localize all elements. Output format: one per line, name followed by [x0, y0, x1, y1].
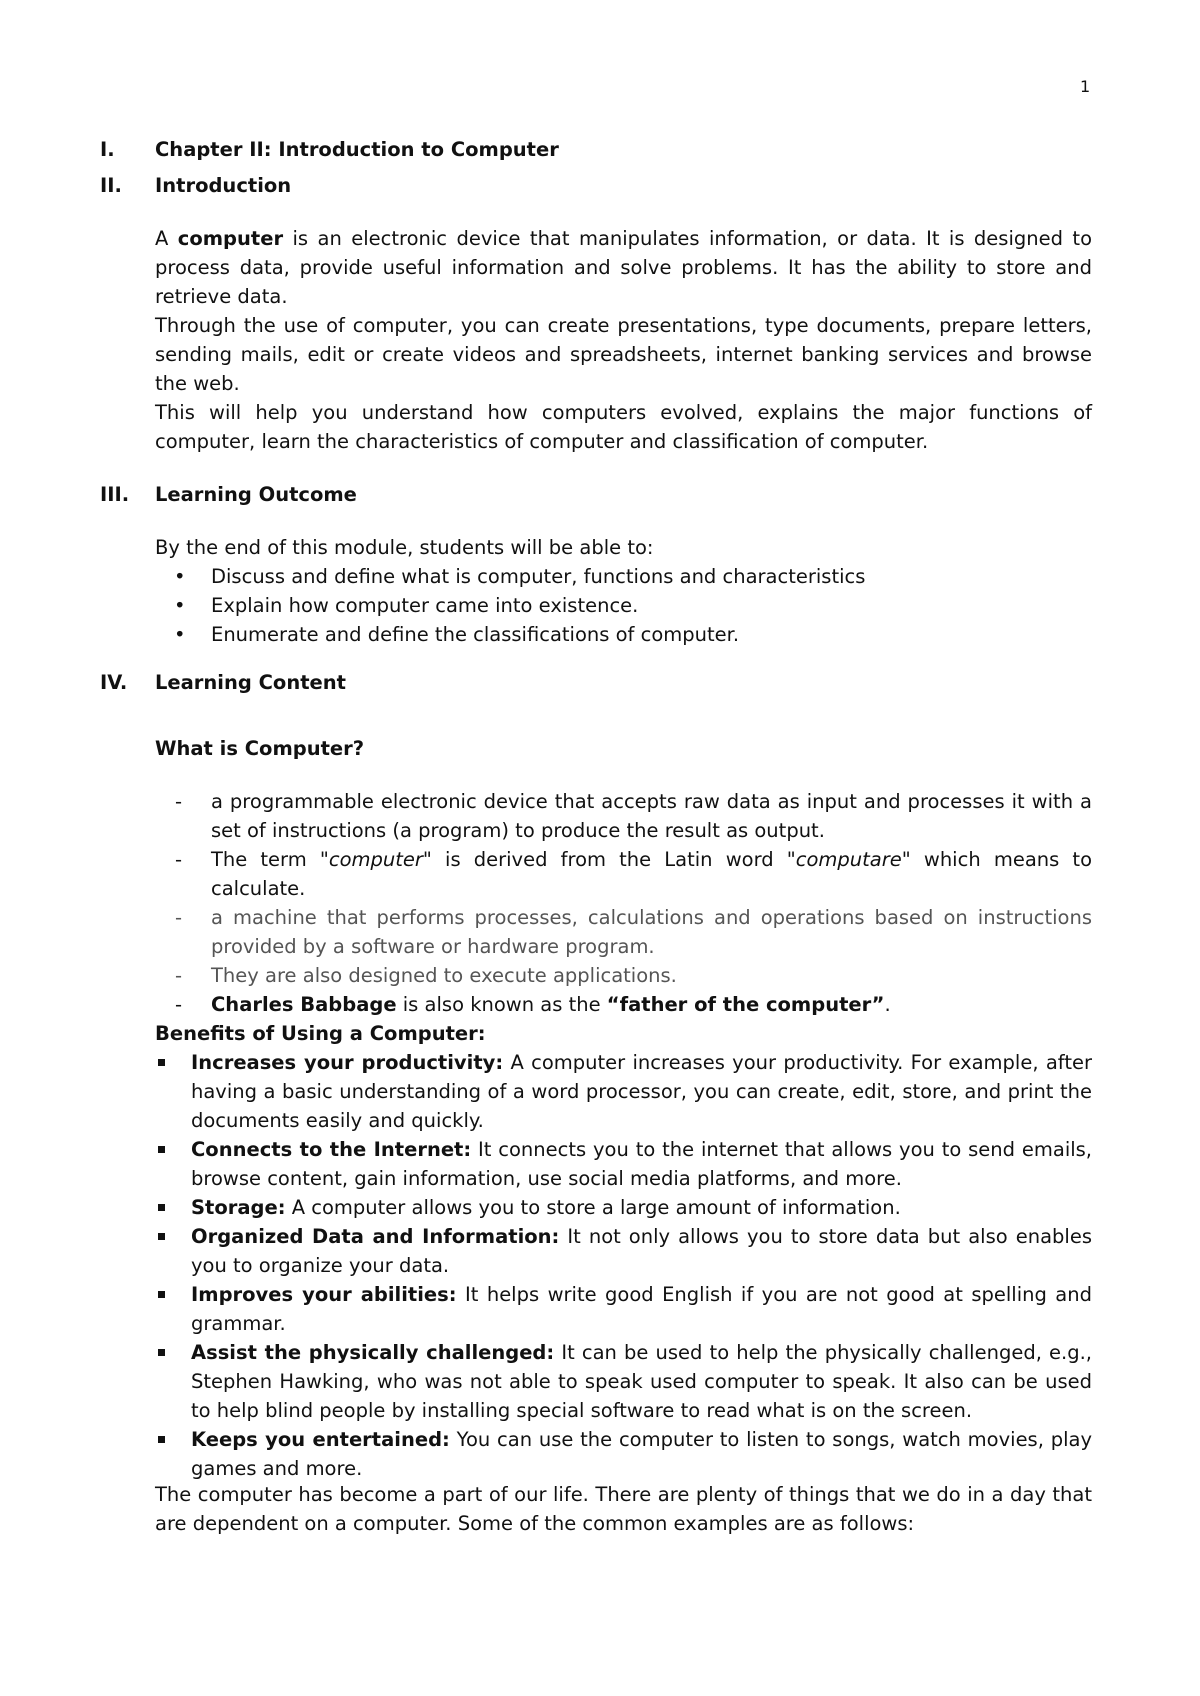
list-item: [155, 1425, 1092, 1483]
benefit-label: Organized Data and Information:: [191, 1225, 560, 1248]
list-item: [155, 990, 1092, 1019]
section-number: I.: [100, 138, 115, 161]
intro-paragraph: This will help you understand how computers evolved, explains the major functions of computer, learn the characteristics of computer and classification of computer.: [155, 401, 1092, 453]
benefit-text: It not only allows you to store data but also enables you to organize your data.: [191, 1225, 1092, 1277]
bold-name: Charles Babbage: [211, 993, 397, 1016]
list-item: - a machine that performs processes, calculations and operations based on instructions provided by a software or hardware program.: [155, 903, 1092, 961]
benefit-label: Storage:: [191, 1196, 286, 1219]
section-title: Introduction: [155, 174, 292, 197]
section-number: II.: [100, 174, 122, 197]
benefits-heading: Benefits of Using a Computer:: [155, 1022, 486, 1045]
list-item: • Enumerate and define the classifications of computer.: [155, 620, 1092, 649]
text: is also known as the: [396, 993, 607, 1016]
outcome-list: [155, 562, 1092, 649]
text: The term ": [211, 848, 329, 871]
benefit-label: Keeps you entertained:: [191, 1428, 450, 1451]
benefit-text: It can be used to help the physically challenged, e.g., Stephen Hawking, who was not able to speak used computer to speak. It also can be used to help blind people by installing special software to read what is on the screen.: [191, 1341, 1093, 1422]
benefit-label: Assist the physically challenged:: [191, 1341, 555, 1364]
introduction-body: [155, 224, 1092, 456]
list-item: [155, 1135, 1092, 1193]
section-heading-learning-content: [100, 668, 346, 697]
list-item: • Discuss and define what is computer, functions and characteristics: [155, 562, 1092, 591]
intro-text: is an electronic device that manipulates information, or data. It is designed to process data, provide useful information and solve problems. It has the ability to store and retrieve data.: [155, 227, 1093, 308]
learning-outcome-body: [155, 533, 1092, 649]
intro-paragraph: Through the use of computer, you can create presentations, type documents, prepare letters, sending mails, edit or create videos and spreadsheets, internet banking services and browse the web.: [155, 314, 1092, 395]
text: .: [884, 993, 891, 1016]
list-item: [155, 1048, 1092, 1135]
definition-list: [155, 787, 1092, 1019]
list-item: [155, 1222, 1092, 1280]
section-heading-introduction: [100, 171, 291, 200]
benefit-label: Increases your productivity:: [191, 1051, 504, 1074]
definitions-and-benefits: [155, 787, 1092, 1483]
outcome-lead: By the end of this module, students will be able to:: [155, 536, 654, 559]
subheading-what-is-computer: What is Computer?: [155, 737, 365, 760]
section-heading-chapter: [100, 135, 559, 164]
list-item: [155, 845, 1092, 903]
intro-paragraph: [155, 224, 1092, 311]
section-number: III.: [100, 483, 130, 506]
section-number: IV.: [100, 671, 128, 694]
list-item: • Explain how computer came into existence.: [155, 591, 1092, 620]
list-item: [155, 1338, 1092, 1425]
benefit-text: A computer increases your productivity. For example, after having a basic understanding of a word processor, you can create, edit, store, and print the documents easily and quickly.: [191, 1051, 1092, 1132]
list-item: - a programmable electronic device that accepts raw data as input and processes it with a set of instructions (a program) to produce the result as output.: [155, 787, 1092, 845]
bold-phrase: “father of the computer”: [606, 993, 885, 1016]
list-item: - They are also designed to execute applications.: [155, 961, 1092, 990]
list-item: [155, 1193, 1092, 1222]
italic-term: computare: [795, 848, 902, 871]
text: " which means to calculate.: [211, 848, 1093, 900]
benefit-text: It connects you to the internet that allows you to send emails, browse content, gain information, use social media platforms, and more.: [191, 1138, 1093, 1190]
intro-bold-term: computer: [177, 227, 284, 250]
closing-text: The computer has become a part of our life. There are plenty of things that we do in a day that are dependent on a computer. Some of the common examples are as follows:: [155, 1483, 1092, 1535]
benefit-text: A computer allows you to store a large amount of information.: [285, 1196, 901, 1219]
italic-term: computer: [328, 848, 423, 871]
benefits-list: [155, 1048, 1092, 1483]
benefit-text: You can use the computer to listen to songs, watch movies, play games and more.: [191, 1428, 1092, 1480]
section-title: Learning Outcome: [155, 483, 357, 506]
benefit-text: It helps write good English if you are not good at spelling and grammar.: [191, 1283, 1092, 1335]
intro-text: A: [155, 227, 178, 250]
list-item: [155, 1280, 1092, 1338]
section-title: Learning Content: [155, 671, 346, 694]
benefit-label: Connects to the Internet:: [191, 1138, 472, 1161]
section-title: Chapter II: Introduction to Computer: [155, 138, 559, 161]
benefit-label: Improves your abilities:: [191, 1283, 457, 1306]
section-heading-learning-outcome: [100, 480, 357, 509]
closing-paragraph: [155, 1480, 1092, 1538]
text: " is derived from the Latin word ": [422, 848, 796, 871]
page-number: 1: [1080, 77, 1091, 96]
